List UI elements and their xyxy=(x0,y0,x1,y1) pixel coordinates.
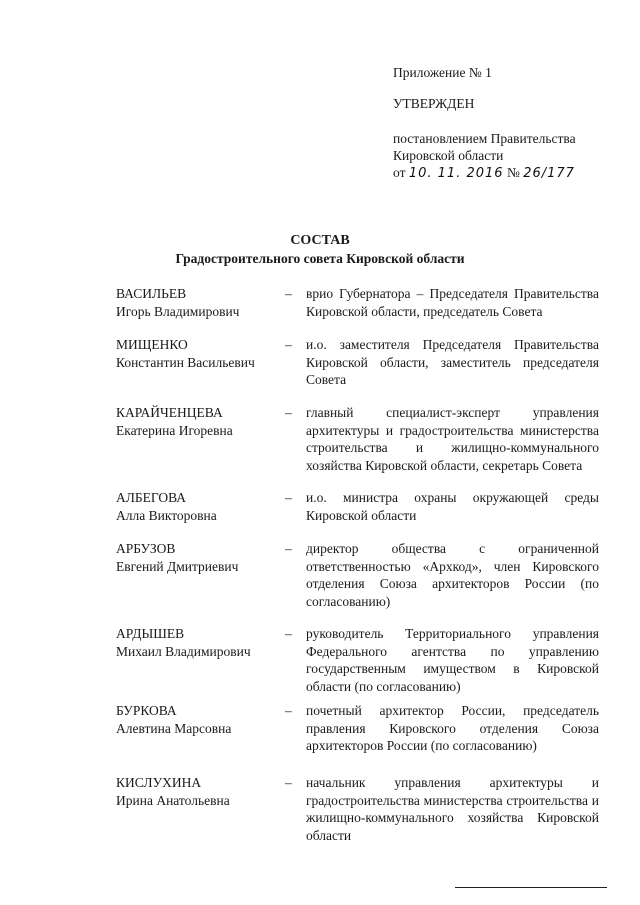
member-dash: – xyxy=(285,405,292,420)
member-surname: АРДЫШЕВ xyxy=(116,626,185,641)
member-role: начальник управления архитектуры и градостроительства министерства строительства и жилищно-коммунального хозяйства Кировской области xyxy=(306,775,599,843)
member-given-names: Игорь Владимирович xyxy=(116,303,240,319)
member-dash: – xyxy=(285,703,292,718)
member-surname: КАРАЙЧЕНЦЕВА xyxy=(116,405,223,420)
appendix-label: Приложение № 1 xyxy=(393,65,492,80)
member-role: и.о. министра охраны окружающей среды Кировской области xyxy=(306,490,599,523)
member-given-names: Евгений Дмитриевич xyxy=(116,558,239,574)
document-subtitle: Градостроительного совета Кировской области xyxy=(175,251,465,266)
member-name xyxy=(116,404,286,439)
approved-label: УТВЕРЖДЕН xyxy=(393,96,475,111)
member-surname: БУРКОВА xyxy=(116,703,177,718)
member-role: главный специалист-эксперт управления архитектуры и градостроительства министерства строительства и жилищно-коммунального хозяйства Кировской области, секретарь Совета xyxy=(306,405,599,473)
document-title: СОСТАВ xyxy=(290,233,350,248)
decree-date-line xyxy=(393,164,623,182)
member-surname: ВАСИЛЬЕВ xyxy=(116,286,187,301)
member-role: и.о. заместителя Председателя Правительства Кировской области, заместитель председателя Совета xyxy=(306,337,599,387)
member-surname: КИСЛУХИНА xyxy=(116,775,202,790)
member-surname: МИЩЕНКО xyxy=(116,337,188,352)
member-given-names: Екатерина Игоревна xyxy=(116,422,233,438)
member-dash: – xyxy=(285,286,292,301)
decree-line-1: постановлением Правительства xyxy=(393,131,576,146)
member-dash: – xyxy=(285,541,292,556)
member-name xyxy=(116,702,286,737)
decree-line-2: Кировской области xyxy=(393,148,504,163)
member-name xyxy=(116,774,286,809)
member-given-names: Константин Васильевич xyxy=(116,354,255,370)
member-role: директор общества с ограниченной ответственностью «Архкод», член Кировского отделения Союза архитекторов России (по согласованию) xyxy=(306,541,599,609)
member-name xyxy=(116,625,286,660)
handwritten-date: 10. 11. 2016 xyxy=(408,166,504,181)
member-dash: – xyxy=(285,626,292,641)
member-surname: АЛБЕГОВА xyxy=(116,490,187,505)
member-name xyxy=(116,285,286,320)
number-prefix: № xyxy=(506,165,520,180)
member-dash: – xyxy=(285,490,292,505)
footer-rule xyxy=(455,887,607,888)
date-prefix: от xyxy=(393,165,406,180)
member-surname: АРБУЗОВ xyxy=(116,541,176,556)
member-role: почетный архитектор России, председатель правления Кировского отделения Союза архитекторов России (по согласованию) xyxy=(306,703,599,753)
member-dash: – xyxy=(285,337,292,352)
member-name xyxy=(116,489,286,524)
member-role: врио Губернатора – Председателя Правительства Кировской области, председатель Совета xyxy=(306,286,599,319)
member-given-names: Михаил Владимирович xyxy=(116,643,251,659)
member-name xyxy=(116,336,286,371)
approval-block xyxy=(393,64,623,182)
member-given-names: Ирина Анатольевна xyxy=(116,792,230,808)
handwritten-number: 26/177 xyxy=(523,166,575,181)
member-name xyxy=(116,540,286,575)
member-given-names: Алевтина Марсовна xyxy=(116,720,232,736)
member-dash: – xyxy=(285,775,292,790)
member-given-names: Алла Викторовна xyxy=(116,507,217,523)
member-role: руководитель Территориального управления Федерального агентства по управлению государственным имуществом в Кировской области (по согласованию) xyxy=(306,626,599,694)
